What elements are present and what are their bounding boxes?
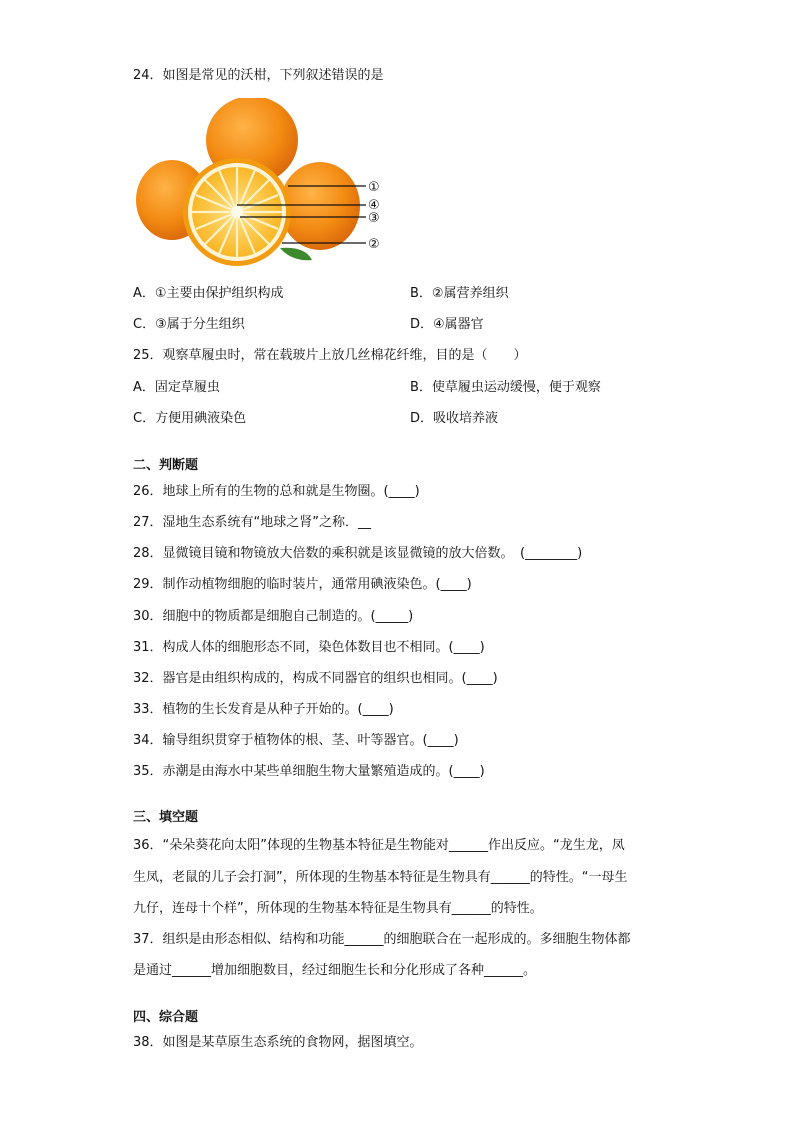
orange-figure	[130, 98, 400, 270]
q25-option-c: C．方便用碘液染色	[133, 411, 247, 426]
question-31: 31．构成人体的细胞形态不同，染色体数目也不相同。(____)	[133, 640, 485, 655]
q24-option-c: C．③属于分生组织	[133, 317, 245, 332]
section-2-title: 二、判断题	[133, 458, 199, 473]
question-24-stem: 24．如图是常见的沃柑，下列叙述错误的是	[133, 68, 384, 83]
label-1: ①	[368, 180, 380, 195]
question-36-line-2: 生凤，老鼠的儿子会打洞”，所体现的生物基本特征是生物具有______的特性。“一母生	[133, 870, 628, 885]
q24-option-a: A．①主要由保护组织构成	[133, 286, 284, 301]
question-29: 29．制作动植物细胞的临时装片，通常用碘液染色。(____)	[133, 577, 472, 592]
leaf	[280, 248, 312, 261]
label-4: ④	[368, 198, 380, 213]
question-36-line-3: 九仔，连母十个样”，所体现的生物基本特征是生物具有______的特性。	[133, 901, 543, 916]
q24-option-b: B．②属营养组织	[410, 286, 509, 301]
question-26: 26．地球上所有的生物的总和就是生物圈。(____)	[133, 484, 420, 499]
orange-illustration	[130, 98, 400, 270]
q25-option-d: D．吸收培养液	[410, 411, 499, 426]
question-28: 28．显微镜目镜和物镜放大倍数的乘积就是该显微镜的放大倍数。 (________)	[133, 546, 583, 561]
orange-right	[280, 162, 360, 250]
question-27: 27．湿地生态系统有“地球之肾”之称．__	[133, 515, 372, 530]
question-37-line-1: 37．组织是由形态相似、结构和功能______的细胞联合在一起形成的。多细胞生物体都	[133, 932, 631, 947]
question-38: 38．如图是某草原生态系统的食物网，据图填空。	[133, 1035, 423, 1050]
q24-option-d: D．④属器官	[410, 317, 484, 332]
core	[231, 206, 243, 218]
question-25-stem: 25．观察草履虫时，常在载玻片上放几丝棉花纤维，目的是（ ）	[133, 348, 527, 363]
section-3-title: 三、填空题	[133, 810, 199, 825]
label-3: ③	[368, 211, 380, 226]
q25-option-a: A．固定草履虫	[133, 380, 220, 395]
question-37-line-2: 是通过______增加细胞数目，经过细胞生长和分化形成了各种______。	[133, 963, 537, 978]
question-32: 32．器官是由组织构成的，构成不同器官的组织也相同。(____)	[133, 671, 498, 686]
section-4-title: 四、综合题	[133, 1010, 199, 1025]
question-34: 34．输导组织贯穿于植物体的根、茎、叶等器官。(____)	[133, 733, 459, 748]
label-2: ②	[368, 237, 380, 252]
question-33: 33．植物的生长发育是从种子开始的。(____)	[133, 702, 394, 717]
question-30: 30．细胞中的物质都是细胞自己制造的。(_____)	[133, 609, 414, 624]
question-36-line-1: 36．“朵朵葵花向太阳”体现的生物基本特征是生物能对______作出反应。“龙生龙，凤	[133, 838, 625, 853]
q25-option-b: B．使草履虫运动缓慢，便于观察	[410, 380, 601, 395]
question-35: 35．赤潮是由海水中某些单细胞生物大量繁殖造成的。(____)	[133, 764, 485, 779]
